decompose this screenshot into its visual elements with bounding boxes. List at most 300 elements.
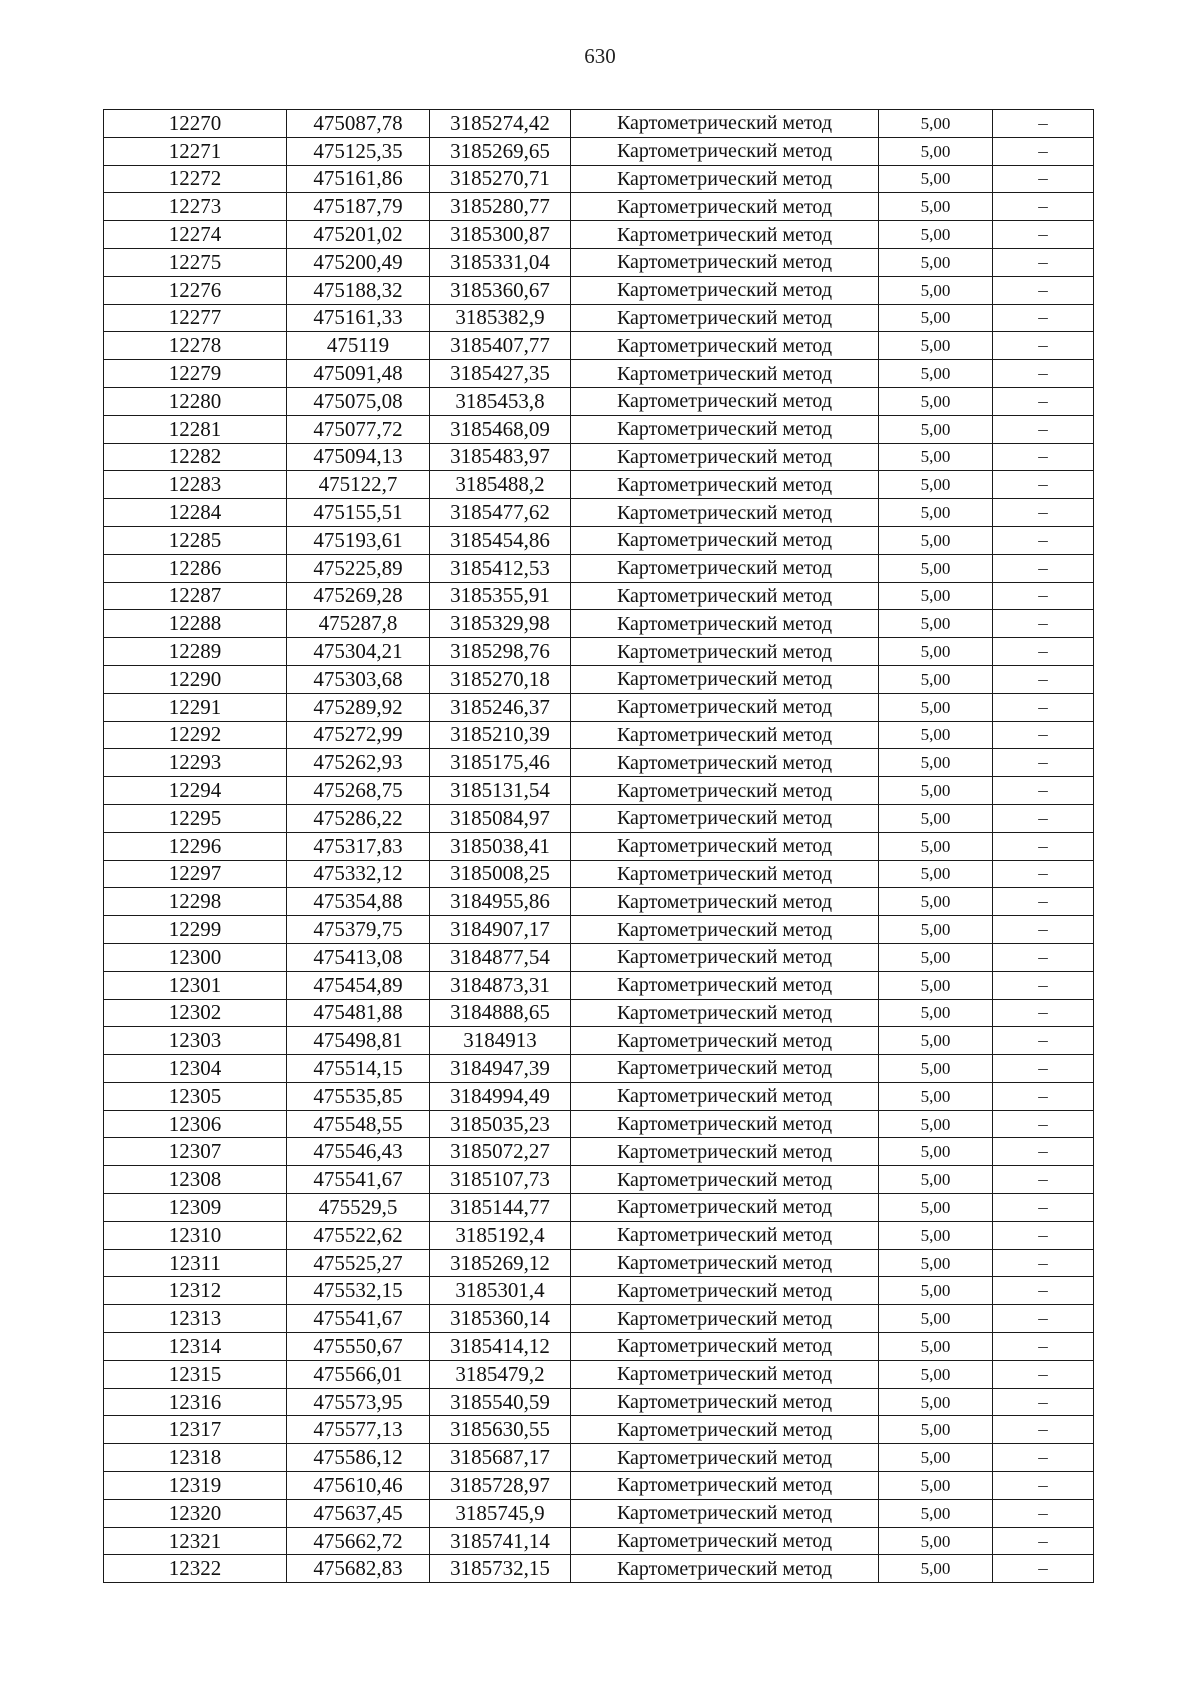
table-row xyxy=(104,471,1094,499)
description-cell: – xyxy=(993,304,1094,332)
point-number-cell: 12283 xyxy=(104,471,287,499)
description-cell: – xyxy=(993,248,1094,276)
table-row xyxy=(104,665,1094,693)
x-coordinate-cell: 475586,12 xyxy=(287,1444,430,1472)
table-row xyxy=(104,777,1094,805)
y-coordinate-cell: 3185329,98 xyxy=(430,610,571,638)
x-coordinate-cell: 475286,22 xyxy=(287,804,430,832)
description-cell: – xyxy=(993,1527,1094,1555)
table-row xyxy=(104,415,1094,443)
description-cell: – xyxy=(993,1333,1094,1361)
method-cell: Картометрический метод xyxy=(571,1055,879,1083)
table-row xyxy=(104,721,1094,749)
accuracy-cell: 5,00 xyxy=(879,1138,993,1166)
description-cell: – xyxy=(993,971,1094,999)
y-coordinate-cell: 3185687,17 xyxy=(430,1444,571,1472)
x-coordinate-cell: 475087,78 xyxy=(287,110,430,138)
method-cell: Картометрический метод xyxy=(571,1166,879,1194)
accuracy-cell: 5,00 xyxy=(879,554,993,582)
table-row xyxy=(104,916,1094,944)
x-coordinate-cell: 475193,61 xyxy=(287,526,430,554)
x-coordinate-cell: 475272,99 xyxy=(287,721,430,749)
description-cell: – xyxy=(993,1555,1094,1583)
method-cell: Картометрический метод xyxy=(571,721,879,749)
accuracy-cell: 5,00 xyxy=(879,137,993,165)
method-cell: Картометрический метод xyxy=(571,1194,879,1222)
accuracy-cell: 5,00 xyxy=(879,1333,993,1361)
table-row xyxy=(104,999,1094,1027)
y-coordinate-cell: 3185269,12 xyxy=(430,1249,571,1277)
x-coordinate-cell: 475268,75 xyxy=(287,777,430,805)
y-coordinate-cell: 3185479,2 xyxy=(430,1360,571,1388)
point-number-cell: 12297 xyxy=(104,860,287,888)
point-number-cell: 12273 xyxy=(104,193,287,221)
table-row xyxy=(104,1388,1094,1416)
y-coordinate-cell: 3185382,9 xyxy=(430,304,571,332)
table-row xyxy=(104,943,1094,971)
x-coordinate-cell: 475541,67 xyxy=(287,1305,430,1333)
description-cell: – xyxy=(993,638,1094,666)
x-coordinate-cell: 475637,45 xyxy=(287,1499,430,1527)
x-coordinate-cell: 475094,13 xyxy=(287,443,430,471)
y-coordinate-cell: 3185360,67 xyxy=(430,276,571,304)
point-number-cell: 12270 xyxy=(104,110,287,138)
x-coordinate-cell: 475289,92 xyxy=(287,693,430,721)
method-cell: Картометрический метод xyxy=(571,276,879,304)
description-cell: – xyxy=(993,415,1094,443)
coordinates-table-body xyxy=(104,110,1094,1583)
y-coordinate-cell: 3184994,49 xyxy=(430,1082,571,1110)
point-number-cell: 12271 xyxy=(104,137,287,165)
x-coordinate-cell: 475119 xyxy=(287,332,430,360)
method-cell: Картометрический метод xyxy=(571,165,879,193)
accuracy-cell: 5,00 xyxy=(879,1027,993,1055)
accuracy-cell: 5,00 xyxy=(879,1305,993,1333)
x-coordinate-cell: 475262,93 xyxy=(287,749,430,777)
x-coordinate-cell: 475532,15 xyxy=(287,1277,430,1305)
y-coordinate-cell: 3185107,73 xyxy=(430,1166,571,1194)
method-cell: Картометрический метод xyxy=(571,999,879,1027)
table-row xyxy=(104,1416,1094,1444)
page-number: 630 xyxy=(584,44,616,68)
table-row xyxy=(104,193,1094,221)
description-cell: – xyxy=(993,749,1094,777)
method-cell: Картометрический метод xyxy=(571,1388,879,1416)
method-cell: Картометрический метод xyxy=(571,1110,879,1138)
description-cell: – xyxy=(993,1499,1094,1527)
description-cell: – xyxy=(993,1194,1094,1222)
y-coordinate-cell: 3185745,9 xyxy=(430,1499,571,1527)
point-number-cell: 12279 xyxy=(104,360,287,388)
accuracy-cell: 5,00 xyxy=(879,665,993,693)
table-row xyxy=(104,1055,1094,1083)
description-cell: – xyxy=(993,387,1094,415)
description-cell: – xyxy=(993,443,1094,471)
method-cell: Картометрический метод xyxy=(571,443,879,471)
x-coordinate-cell: 475529,5 xyxy=(287,1194,430,1222)
x-coordinate-cell: 475269,28 xyxy=(287,582,430,610)
point-number-cell: 12302 xyxy=(104,999,287,1027)
table-row xyxy=(104,110,1094,138)
table-row xyxy=(104,554,1094,582)
accuracy-cell: 5,00 xyxy=(879,415,993,443)
y-coordinate-cell: 3185412,53 xyxy=(430,554,571,582)
point-number-cell: 12309 xyxy=(104,1194,287,1222)
point-number-cell: 12292 xyxy=(104,721,287,749)
accuracy-cell: 5,00 xyxy=(879,1166,993,1194)
description-cell: – xyxy=(993,1277,1094,1305)
accuracy-cell: 5,00 xyxy=(879,832,993,860)
coordinates-table xyxy=(103,109,1094,1583)
point-number-cell: 12290 xyxy=(104,665,287,693)
table-row xyxy=(104,860,1094,888)
y-coordinate-cell: 3185175,46 xyxy=(430,749,571,777)
accuracy-cell: 5,00 xyxy=(879,1249,993,1277)
accuracy-cell: 5,00 xyxy=(879,1055,993,1083)
method-cell: Картометрический метод xyxy=(571,1082,879,1110)
point-number-cell: 12307 xyxy=(104,1138,287,1166)
point-number-cell: 12285 xyxy=(104,526,287,554)
table-row xyxy=(104,1194,1094,1222)
point-number-cell: 12274 xyxy=(104,221,287,249)
description-cell: – xyxy=(993,888,1094,916)
method-cell: Картометрический метод xyxy=(571,332,879,360)
method-cell: Картометрический метод xyxy=(571,1416,879,1444)
x-coordinate-cell: 475573,95 xyxy=(287,1388,430,1416)
description-cell: – xyxy=(993,721,1094,749)
x-coordinate-cell: 475535,85 xyxy=(287,1082,430,1110)
x-coordinate-cell: 475566,01 xyxy=(287,1360,430,1388)
table-row xyxy=(104,526,1094,554)
y-coordinate-cell: 3185483,97 xyxy=(430,443,571,471)
description-cell: – xyxy=(993,499,1094,527)
y-coordinate-cell: 3185072,27 xyxy=(430,1138,571,1166)
method-cell: Картометрический метод xyxy=(571,1499,879,1527)
table-row xyxy=(104,1305,1094,1333)
description-cell: – xyxy=(993,693,1094,721)
point-number-cell: 12280 xyxy=(104,387,287,415)
method-cell: Картометрический метод xyxy=(571,943,879,971)
accuracy-cell: 5,00 xyxy=(879,1416,993,1444)
method-cell: Картометрический метод xyxy=(571,193,879,221)
method-cell: Картометрический метод xyxy=(571,1221,879,1249)
x-coordinate-cell: 475225,89 xyxy=(287,554,430,582)
y-coordinate-cell: 3185269,65 xyxy=(430,137,571,165)
method-cell: Картометрический метод xyxy=(571,387,879,415)
table-row xyxy=(104,387,1094,415)
description-cell: – xyxy=(993,526,1094,554)
table-row xyxy=(104,499,1094,527)
y-coordinate-cell: 3184947,39 xyxy=(430,1055,571,1083)
accuracy-cell: 5,00 xyxy=(879,1555,993,1583)
point-number-cell: 12294 xyxy=(104,777,287,805)
accuracy-cell: 5,00 xyxy=(879,471,993,499)
table-row xyxy=(104,304,1094,332)
point-number-cell: 12293 xyxy=(104,749,287,777)
description-cell: – xyxy=(993,1138,1094,1166)
accuracy-cell: 5,00 xyxy=(879,888,993,916)
x-coordinate-cell: 475187,79 xyxy=(287,193,430,221)
point-number-cell: 12278 xyxy=(104,332,287,360)
y-coordinate-cell: 3185008,25 xyxy=(430,860,571,888)
y-coordinate-cell: 3185210,39 xyxy=(430,721,571,749)
method-cell: Картометрический метод xyxy=(571,248,879,276)
y-coordinate-cell: 3185732,15 xyxy=(430,1555,571,1583)
accuracy-cell: 5,00 xyxy=(879,693,993,721)
point-number-cell: 12299 xyxy=(104,916,287,944)
table-row xyxy=(104,1277,1094,1305)
point-number-cell: 12289 xyxy=(104,638,287,666)
point-number-cell: 12301 xyxy=(104,971,287,999)
table-row xyxy=(104,804,1094,832)
point-number-cell: 12284 xyxy=(104,499,287,527)
table-row xyxy=(104,749,1094,777)
accuracy-cell: 5,00 xyxy=(879,582,993,610)
x-coordinate-cell: 475317,83 xyxy=(287,832,430,860)
method-cell: Картометрический метод xyxy=(571,1527,879,1555)
method-cell: Картометрический метод xyxy=(571,693,879,721)
y-coordinate-cell: 3184913 xyxy=(430,1027,571,1055)
x-coordinate-cell: 475541,67 xyxy=(287,1166,430,1194)
accuracy-cell: 5,00 xyxy=(879,610,993,638)
x-coordinate-cell: 475481,88 xyxy=(287,999,430,1027)
x-coordinate-cell: 475682,83 xyxy=(287,1555,430,1583)
x-coordinate-cell: 475075,08 xyxy=(287,387,430,415)
x-coordinate-cell: 475287,8 xyxy=(287,610,430,638)
table-row xyxy=(104,832,1094,860)
point-number-cell: 12315 xyxy=(104,1360,287,1388)
description-cell: – xyxy=(993,1360,1094,1388)
method-cell: Картометрический метод xyxy=(571,971,879,999)
description-cell: – xyxy=(993,1110,1094,1138)
description-cell: – xyxy=(993,1055,1094,1083)
point-number-cell: 12298 xyxy=(104,888,287,916)
table-row xyxy=(104,1499,1094,1527)
method-cell: Картометрический метод xyxy=(571,1305,879,1333)
method-cell: Картометрический метод xyxy=(571,526,879,554)
point-number-cell: 12317 xyxy=(104,1416,287,1444)
table-row xyxy=(104,888,1094,916)
method-cell: Картометрический метод xyxy=(571,1444,879,1472)
table-row xyxy=(104,248,1094,276)
accuracy-cell: 5,00 xyxy=(879,1194,993,1222)
x-coordinate-cell: 475161,33 xyxy=(287,304,430,332)
y-coordinate-cell: 3184907,17 xyxy=(430,916,571,944)
description-cell: – xyxy=(993,860,1094,888)
table-row xyxy=(104,1249,1094,1277)
y-coordinate-cell: 3185741,14 xyxy=(430,1527,571,1555)
x-coordinate-cell: 475379,75 xyxy=(287,916,430,944)
table-row xyxy=(104,360,1094,388)
x-coordinate-cell: 475413,08 xyxy=(287,943,430,971)
y-coordinate-cell: 3185331,04 xyxy=(430,248,571,276)
y-coordinate-cell: 3185427,35 xyxy=(430,360,571,388)
x-coordinate-cell: 475525,27 xyxy=(287,1249,430,1277)
point-number-cell: 12316 xyxy=(104,1388,287,1416)
accuracy-cell: 5,00 xyxy=(879,1444,993,1472)
accuracy-cell: 5,00 xyxy=(879,1472,993,1500)
point-number-cell: 12311 xyxy=(104,1249,287,1277)
x-coordinate-cell: 475550,67 xyxy=(287,1333,430,1361)
accuracy-cell: 5,00 xyxy=(879,1221,993,1249)
x-coordinate-cell: 475610,46 xyxy=(287,1472,430,1500)
point-number-cell: 12314 xyxy=(104,1333,287,1361)
point-number-cell: 12288 xyxy=(104,610,287,638)
x-coordinate-cell: 475161,86 xyxy=(287,165,430,193)
table-row xyxy=(104,582,1094,610)
description-cell: – xyxy=(993,471,1094,499)
table-row xyxy=(104,610,1094,638)
table-row xyxy=(104,1110,1094,1138)
accuracy-cell: 5,00 xyxy=(879,276,993,304)
method-cell: Картометрический метод xyxy=(571,832,879,860)
point-number-cell: 12291 xyxy=(104,693,287,721)
description-cell: – xyxy=(993,999,1094,1027)
accuracy-cell: 5,00 xyxy=(879,943,993,971)
accuracy-cell: 5,00 xyxy=(879,1388,993,1416)
description-cell: – xyxy=(993,276,1094,304)
accuracy-cell: 5,00 xyxy=(879,1527,993,1555)
method-cell: Картометрический метод xyxy=(571,638,879,666)
description-cell: – xyxy=(993,943,1094,971)
method-cell: Картометрический метод xyxy=(571,471,879,499)
y-coordinate-cell: 3185488,2 xyxy=(430,471,571,499)
method-cell: Картометрический метод xyxy=(571,1277,879,1305)
y-coordinate-cell: 3185301,4 xyxy=(430,1277,571,1305)
description-cell: – xyxy=(993,360,1094,388)
x-coordinate-cell: 475303,68 xyxy=(287,665,430,693)
accuracy-cell: 5,00 xyxy=(879,971,993,999)
y-coordinate-cell: 3184873,31 xyxy=(430,971,571,999)
y-coordinate-cell: 3185144,77 xyxy=(430,1194,571,1222)
accuracy-cell: 5,00 xyxy=(879,221,993,249)
x-coordinate-cell: 475188,32 xyxy=(287,276,430,304)
accuracy-cell: 5,00 xyxy=(879,1082,993,1110)
point-number-cell: 12275 xyxy=(104,248,287,276)
description-cell: – xyxy=(993,1472,1094,1500)
table-row xyxy=(104,443,1094,471)
description-cell: – xyxy=(993,554,1094,582)
method-cell: Картометрический метод xyxy=(571,221,879,249)
description-cell: – xyxy=(993,1082,1094,1110)
method-cell: Картометрический метод xyxy=(571,137,879,165)
table-row xyxy=(104,638,1094,666)
accuracy-cell: 5,00 xyxy=(879,304,993,332)
table-row xyxy=(104,1555,1094,1583)
accuracy-cell: 5,00 xyxy=(879,248,993,276)
point-number-cell: 12318 xyxy=(104,1444,287,1472)
x-coordinate-cell: 475200,49 xyxy=(287,248,430,276)
method-cell: Картометрический метод xyxy=(571,304,879,332)
table-row xyxy=(104,1444,1094,1472)
accuracy-cell: 5,00 xyxy=(879,110,993,138)
x-coordinate-cell: 475332,12 xyxy=(287,860,430,888)
description-cell: – xyxy=(993,221,1094,249)
description-cell: – xyxy=(993,137,1094,165)
y-coordinate-cell: 3185468,09 xyxy=(430,415,571,443)
table-row xyxy=(104,1138,1094,1166)
accuracy-cell: 5,00 xyxy=(879,860,993,888)
accuracy-cell: 5,00 xyxy=(879,1110,993,1138)
x-coordinate-cell: 475122,7 xyxy=(287,471,430,499)
x-coordinate-cell: 475125,35 xyxy=(287,137,430,165)
y-coordinate-cell: 3185131,54 xyxy=(430,777,571,805)
point-number-cell: 12321 xyxy=(104,1527,287,1555)
description-cell: – xyxy=(993,110,1094,138)
method-cell: Картометрический метод xyxy=(571,415,879,443)
y-coordinate-cell: 3185280,77 xyxy=(430,193,571,221)
y-coordinate-cell: 3185084,97 xyxy=(430,804,571,832)
description-cell: – xyxy=(993,1305,1094,1333)
description-cell: – xyxy=(993,165,1094,193)
method-cell: Картометрический метод xyxy=(571,804,879,832)
description-cell: – xyxy=(993,1166,1094,1194)
y-coordinate-cell: 3185298,76 xyxy=(430,638,571,666)
table-row xyxy=(104,221,1094,249)
table-row xyxy=(104,137,1094,165)
method-cell: Картометрический метод xyxy=(571,360,879,388)
point-number-cell: 12277 xyxy=(104,304,287,332)
accuracy-cell: 5,00 xyxy=(879,777,993,805)
point-number-cell: 12281 xyxy=(104,415,287,443)
x-coordinate-cell: 475454,89 xyxy=(287,971,430,999)
table-row xyxy=(104,1082,1094,1110)
y-coordinate-cell: 3185454,86 xyxy=(430,526,571,554)
accuracy-cell: 5,00 xyxy=(879,193,993,221)
description-cell: – xyxy=(993,1027,1094,1055)
accuracy-cell: 5,00 xyxy=(879,721,993,749)
x-coordinate-cell: 475201,02 xyxy=(287,221,430,249)
table-row xyxy=(104,332,1094,360)
description-cell: – xyxy=(993,665,1094,693)
method-cell: Картометрический метод xyxy=(571,777,879,805)
x-coordinate-cell: 475498,81 xyxy=(287,1027,430,1055)
y-coordinate-cell: 3184888,65 xyxy=(430,999,571,1027)
description-cell: – xyxy=(993,1416,1094,1444)
point-number-cell: 12272 xyxy=(104,165,287,193)
x-coordinate-cell: 475662,72 xyxy=(287,1527,430,1555)
table-row xyxy=(104,1360,1094,1388)
description-cell: – xyxy=(993,1444,1094,1472)
method-cell: Картометрический метод xyxy=(571,554,879,582)
method-cell: Картометрический метод xyxy=(571,749,879,777)
description-cell: – xyxy=(993,332,1094,360)
y-coordinate-cell: 3184955,86 xyxy=(430,888,571,916)
point-number-cell: 12304 xyxy=(104,1055,287,1083)
accuracy-cell: 5,00 xyxy=(879,804,993,832)
description-cell: – xyxy=(993,804,1094,832)
method-cell: Картометрический метод xyxy=(571,1249,879,1277)
description-cell: – xyxy=(993,582,1094,610)
method-cell: Картометрический метод xyxy=(571,1333,879,1361)
y-coordinate-cell: 3185630,55 xyxy=(430,1416,571,1444)
accuracy-cell: 5,00 xyxy=(879,1499,993,1527)
x-coordinate-cell: 475546,43 xyxy=(287,1138,430,1166)
point-number-cell: 12306 xyxy=(104,1110,287,1138)
table-row xyxy=(104,1221,1094,1249)
table-row xyxy=(104,1472,1094,1500)
x-coordinate-cell: 475354,88 xyxy=(287,888,430,916)
accuracy-cell: 5,00 xyxy=(879,916,993,944)
method-cell: Картометрический метод xyxy=(571,1555,879,1583)
y-coordinate-cell: 3185192,4 xyxy=(430,1221,571,1249)
method-cell: Картометрический метод xyxy=(571,665,879,693)
accuracy-cell: 5,00 xyxy=(879,499,993,527)
method-cell: Картометрический метод xyxy=(571,888,879,916)
x-coordinate-cell: 475522,62 xyxy=(287,1221,430,1249)
description-cell: – xyxy=(993,610,1094,638)
description-cell: – xyxy=(993,916,1094,944)
